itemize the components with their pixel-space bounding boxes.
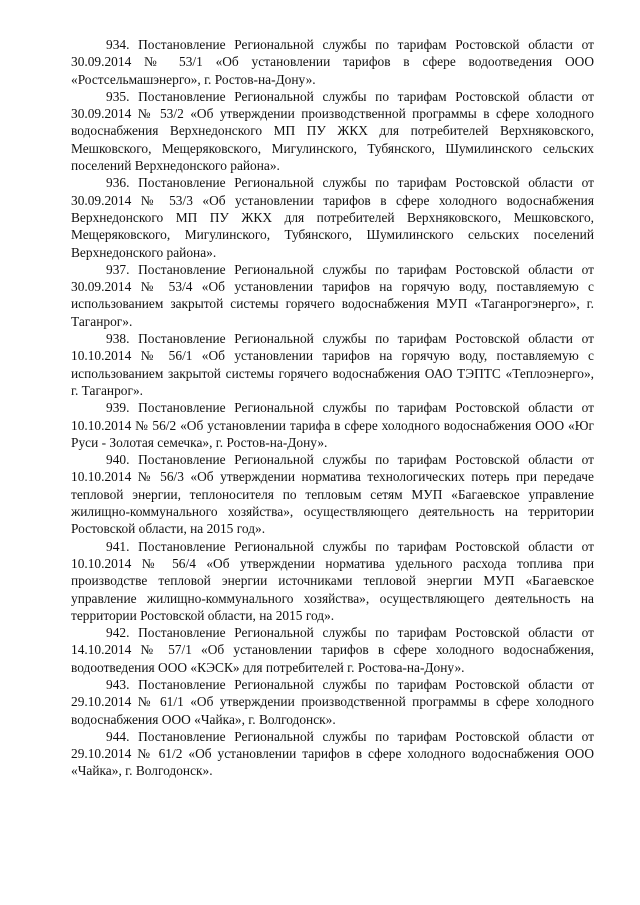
list-item-934: 934. Постановление Региональной службы по тарифам Ростовской области от 30.09.2014 № 53/1 «Об установлении тарифов в сфере водоотведения ООО «Ростсельмашэнерго», г. Ростов-на-Дону». — [71, 37, 594, 87]
list-item-937: 937. Постановление Региональной службы по тарифам Ростовской области от 30.09.2014 № 53/4 «Об установлении тарифов на горячую воду, поставляемую с использованием закрытой системы горячего водоснабжения МУП «Таганрогэнерго», г. Таганрог». — [71, 261, 594, 329]
list-item-944: 944. Постановление Региональной службы по тарифам Ростовской области от 29.10.2014 № 61/2 «Об установлении тарифов в сфере холодного водоснабжения ООО «Чайка», г. Волгодонск». — [71, 728, 594, 779]
list-item-938: 938. Постановление Региональной службы по тарифам Ростовской области от 10.10.2014 № 56/1 «Об установлении тарифов на горячую воду, поставляемую с использованием закрытой системы горячего водоснабжения ОАО ТЭПТС «Теплоэнерго», г. Таганрог». — [71, 331, 594, 398]
document-page — [71, 36, 594, 780]
list-item-941: 941. Постановление Региональной службы по тарифам Ростовской области от 10.10.2014 № 56/4 «Об утверждении норматива удельного расхода топлива при производстве тепловой энергии источниками тепловой энергии МУП «Багаевское управление жилищно-коммунального хозяйства», осуществляющего деятельность на территории Ростовской области, на 2015 год». — [71, 538, 594, 623]
list-item-939: 939. Постановление Региональной службы по тарифам Ростовской области от 10.10.2014 № 56/2 «Об установлении тарифа в сфере холодного водоснабжения ООО «Юг Руси - Золотая семечка», г. Ростов-на-Дону». — [71, 400, 594, 450]
list-item-943: 943. Постановление Региональной службы по тарифам Ростовской области от 29.10.2014 № 61/1 «Об утверждении производственной программы в сфере холодного водоснабжения ООО «Чайка», г. Волгодонск». — [71, 676, 594, 727]
list-item-935: 935. Постановление Региональной службы по тарифам Ростовской области от 30.09.2014 № 53/2 «Об утверждении производственной программы в сфере холодного водоснабжения Верхнедонского МП ПУ ЖКХ для потребителей Верхняковского, Мешковского, Мещеряковского, Мигулинского, Тубянского, Шумилинского сельских поселений Верхнедонского района». — [71, 88, 594, 174]
list-item-940: 940. Постановление Региональной службы по тарифам Ростовской области от 10.10.2014 № 56/3 «Об утверждении норматива технологических потерь при передаче тепловой энергии, теплоносителя по тепловым сетям МУП «Багаевское управление жилищно-коммунального хозяйства», осуществляющего деятельность на территории Ростовской области, на 2015 год». — [71, 452, 594, 537]
list-item-936: 936. Постановление Региональной службы по тарифам Ростовской области от 30.09.2014 № 53/3 «Об установлении тарифов в сфере холодного водоснабжения Верхнедонского МП ПУ ЖКХ для потребителей Верхняковского, Мешковского, Мещеряковского, Мигулинского, Тубянского, Шумилинского сельских поселений Верхнедонского района». — [71, 175, 594, 260]
list-item-942: 942. Постановление Региональной службы по тарифам Ростовской области от 14.10.2014 № 57/1 «Об установлении тарифов в сфере холодного водоснабжения, водоотведения ООО «КЭСК» для потребителей г. Ростова-на-Дону». — [71, 625, 594, 675]
